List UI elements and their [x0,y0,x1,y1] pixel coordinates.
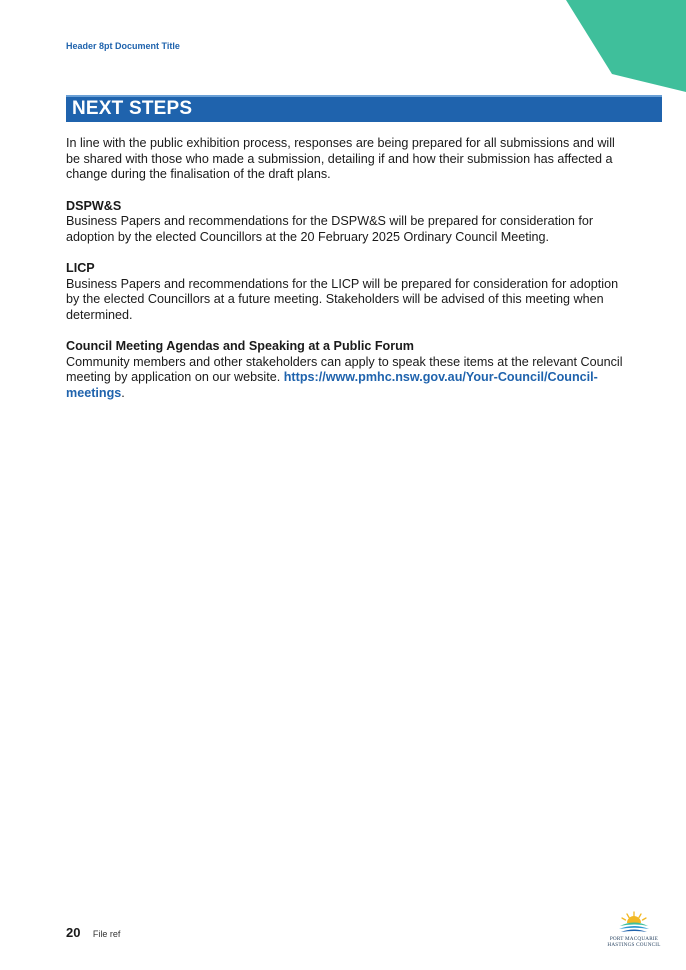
dspws-text: Business Papers and recommendations for the DSPW&S will be prepared for consideration for adoption by the elected Councillors at the 20 February 2025 Ordinary Council Meeting. [66,214,594,244]
council-meeting-heading: Council Meeting Agendas and Speaking at a Public Forum [66,339,415,353]
page-number: 20 [66,925,81,940]
page-content [66,136,626,417]
dspws-heading: DSPW&S [66,198,122,213]
council-meeting-text-end: . [121,385,125,400]
intro-paragraph: In line with the public exhibition process, responses are being prepared for all submissions and will be shared with those who made a submission, detailing if and how their submission has affected a change during the finalisation of the draft plans. [66,136,615,181]
logo-line-1: PORT MACQUARIE [609,936,659,942]
dspws-section [66,199,626,246]
file-reference: File ref [92,929,121,939]
council-meetings-link[interactable]: https://www.pmhc.nsw.gov.au/Your-Council/Council-meetings [66,370,598,400]
council-meeting-section [66,339,626,401]
licp-section [66,261,626,323]
council-logo [606,910,662,948]
corner-decoration [566,0,686,92]
logo-line-2: HASTINGS COUNCIL [607,942,661,948]
licp-heading: LICP [66,261,95,275]
licp-text: Business Papers and recommendations for the LICP will be prepared for consideration for adoption by the elected Councillors at a future meeting. Stakeholders will be advised of this meeting when determined. [66,276,619,322]
section-title: NEXT STEPS [72,98,193,119]
document-header-title: Header 8pt Document Title [66,41,180,51]
council-logo-icon [617,910,651,936]
section-banner [66,95,662,122]
council-meeting-text: Community members and other stakeholders can apply to speak these items at the relevant Council meeting by application on our website. [66,354,623,384]
page-footer [66,924,120,942]
